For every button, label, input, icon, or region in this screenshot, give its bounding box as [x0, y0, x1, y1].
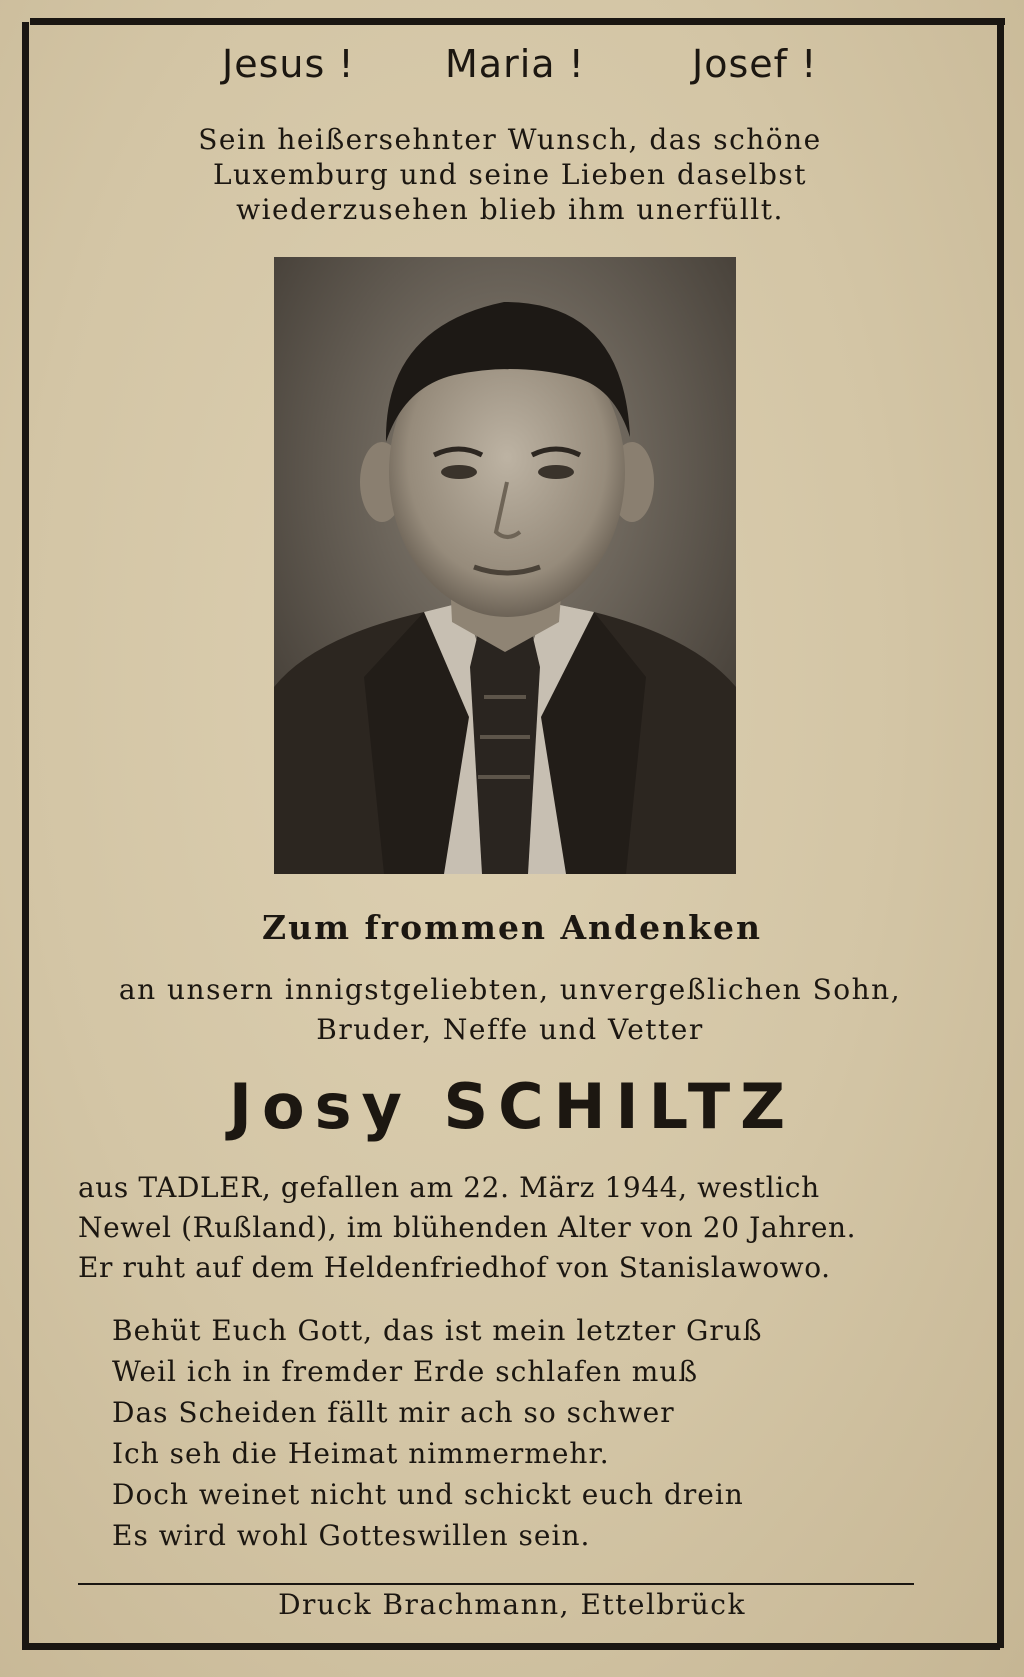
- verse-line: Weil ich in fremder Erde schlafen muß: [112, 1355, 699, 1388]
- portrait-illustration: [274, 257, 736, 874]
- details-text: [78, 1168, 938, 1288]
- farewell-verse: [112, 1310, 932, 1556]
- dedication-line: Bruder, Neffe und Vetter: [316, 1013, 704, 1046]
- intro-line: Sein heißersehnter Wunsch, das schöne: [198, 123, 822, 156]
- details-line: Er ruht auf dem Heldenfriedhof von Stanislawowo.: [78, 1251, 831, 1284]
- memorial-title: Zum frommen Andenken: [262, 908, 762, 947]
- dedication-line: an unsern innigstgeliebten, unvergeßlichen Sohn,: [118, 973, 902, 1006]
- border-left-rule: [22, 22, 29, 1650]
- intro-line: Luxemburg und seine Lieben daselbst: [212, 158, 808, 191]
- deceased-name: Josy SCHILTZ: [228, 1070, 796, 1143]
- verse-line: Doch weinet nicht und schickt euch drein: [112, 1478, 744, 1511]
- border-right-rule: [997, 20, 1004, 1648]
- dedication-text: [70, 970, 950, 1050]
- border-bottom-rule: [22, 1643, 1000, 1650]
- invocation-heading: [0, 42, 1024, 102]
- printer-credit: Druck Brachmann, Ettelbrück: [278, 1588, 746, 1621]
- portrait-photo: [274, 257, 736, 874]
- verse-line: Es wird wohl Gotteswillen sein.: [112, 1519, 591, 1552]
- details-line: aus TADLER, gefallen am 22. März 1944, westlich: [78, 1171, 820, 1204]
- josef-text: Josef !: [692, 42, 818, 86]
- details-line: Newel (Rußland), im blühenden Alter von 20 Jahren.: [78, 1211, 857, 1244]
- border-top-rule: [30, 18, 1005, 25]
- maria-text: Maria !: [445, 42, 585, 86]
- footer-divider: [78, 1583, 914, 1585]
- verse-line: Das Scheiden fällt mir ach so schwer: [112, 1396, 675, 1429]
- jesus-text: Jesus !: [222, 42, 355, 86]
- verse-line: Behüt Euch Gott, das ist mein letzter Gruß: [112, 1314, 763, 1347]
- intro-line: wiederzusehen blieb ihm unerfüllt.: [236, 193, 784, 226]
- intro-text: [150, 122, 870, 227]
- verse-line: Ich seh die Heimat nimmermehr.: [112, 1437, 610, 1470]
